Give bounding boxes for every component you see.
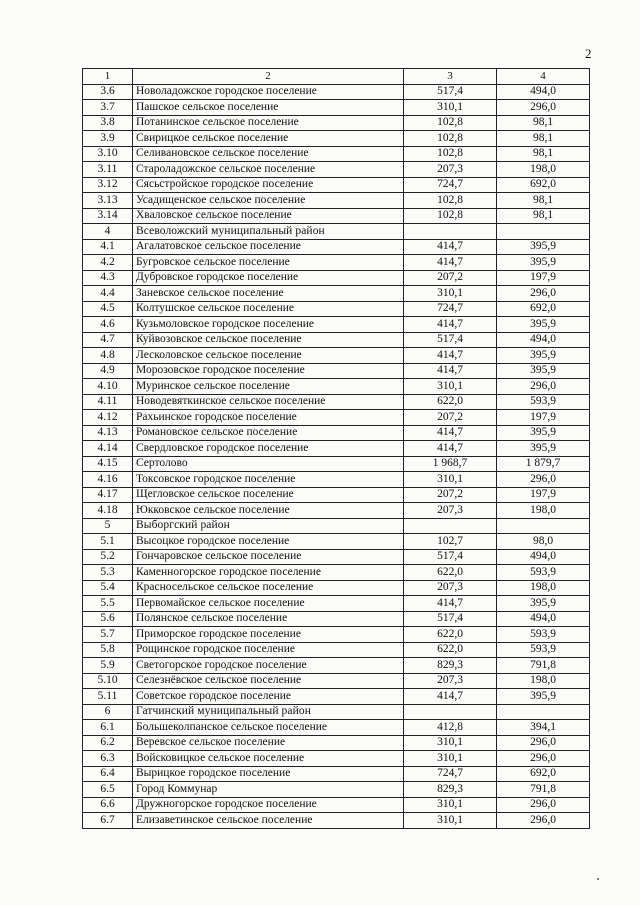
- table-row: [83, 193, 590, 209]
- value-col3-cell: 622,0: [404, 627, 497, 643]
- value-col4-cell: [497, 224, 590, 240]
- settlement-name-cell: Гончаровское сельское поселение: [133, 549, 404, 565]
- value-col3-cell: 102,8: [404, 115, 497, 131]
- row-number-cell: 5.10: [83, 673, 133, 689]
- value-col3-cell: 622,0: [404, 642, 497, 658]
- value-col3-cell: 310,1: [404, 813, 497, 829]
- value-col4-cell: 197,9: [497, 487, 590, 503]
- settlement-name-cell: Вырицкое городское поселение: [133, 766, 404, 782]
- value-col3-cell: 414,7: [404, 239, 497, 255]
- table-row: [83, 766, 590, 782]
- settlement-name-cell: Пашское сельское поселение: [133, 100, 404, 116]
- row-number-cell: 4.11: [83, 394, 133, 410]
- value-col3-cell: 207,3: [404, 673, 497, 689]
- settlement-name-cell: Усадищенское сельское поселение: [133, 193, 404, 209]
- value-col3-cell: 207,2: [404, 410, 497, 426]
- value-col4-cell: 593,9: [497, 642, 590, 658]
- value-col4-cell: 395,9: [497, 596, 590, 612]
- settlement-name-cell: Высоцкое городское поселение: [133, 534, 404, 550]
- row-number-cell: 3.9: [83, 131, 133, 147]
- row-number-cell: 6.5: [83, 782, 133, 798]
- value-col3-cell: 622,0: [404, 394, 497, 410]
- value-col4-cell: 198,0: [497, 162, 590, 178]
- value-col3-cell: 724,7: [404, 177, 497, 193]
- table-row: [83, 301, 590, 317]
- value-col4-cell: [497, 704, 590, 720]
- table-row: [83, 503, 590, 519]
- value-col3-cell: 102,8: [404, 146, 497, 162]
- row-number-cell: 4.8: [83, 348, 133, 364]
- table-row: [83, 84, 590, 100]
- value-col3-cell: 207,2: [404, 487, 497, 503]
- table-row: [83, 379, 590, 395]
- value-col3-cell: 310,1: [404, 472, 497, 488]
- table-row: [83, 332, 590, 348]
- table-row: [83, 239, 590, 255]
- value-col4-cell: 494,0: [497, 611, 590, 627]
- row-number-cell: 5: [83, 518, 133, 534]
- value-col4-cell: 296,0: [497, 751, 590, 767]
- row-number-cell: 4.17: [83, 487, 133, 503]
- settlement-name-cell: Дубровское городское поселение: [133, 270, 404, 286]
- table-body: [83, 69, 590, 829]
- value-col4-cell: 296,0: [497, 472, 590, 488]
- value-col4-cell: 593,9: [497, 565, 590, 581]
- value-col3-cell: 102,8: [404, 131, 497, 147]
- value-col3-cell: 1 968,7: [404, 456, 497, 472]
- value-col4-cell: 198,0: [497, 503, 590, 519]
- value-col3-cell: 102,8: [404, 208, 497, 224]
- table-row: [83, 689, 590, 705]
- settlement-name-cell: Заневское сельское поселение: [133, 286, 404, 302]
- value-col3-cell: 310,1: [404, 286, 497, 302]
- settlement-name-cell: Гатчинский муниципальный район: [133, 704, 404, 720]
- table-row: [83, 270, 590, 286]
- header-cell-1: 1: [83, 69, 133, 85]
- table-row: [83, 162, 590, 178]
- settlement-name-cell: Потанинское сельское поселение: [133, 115, 404, 131]
- value-col3-cell: [404, 518, 497, 534]
- value-col3-cell: 414,7: [404, 348, 497, 364]
- row-number-cell: 5.9: [83, 658, 133, 674]
- table-row: [83, 100, 590, 116]
- settlement-name-cell: Новодевяткинское сельское поселение: [133, 394, 404, 410]
- row-number-cell: 4.14: [83, 441, 133, 457]
- row-number-cell: 4.1: [83, 239, 133, 255]
- settlement-name-cell: Большеколпанское сельское поселение: [133, 720, 404, 736]
- table-row: [83, 782, 590, 798]
- settlement-name-cell: Дружногорское городское поселение: [133, 797, 404, 813]
- settlement-name-cell: Елизаветинское сельское поселение: [133, 813, 404, 829]
- row-number-cell: 6.3: [83, 751, 133, 767]
- row-number-cell: 6: [83, 704, 133, 720]
- value-col3-cell: 414,7: [404, 441, 497, 457]
- value-col3-cell: 517,4: [404, 549, 497, 565]
- value-col3-cell: 414,7: [404, 596, 497, 612]
- value-col3-cell: 207,3: [404, 503, 497, 519]
- settlement-name-cell: Новоладожское городское поселение: [133, 84, 404, 100]
- value-col4-cell: 296,0: [497, 797, 590, 813]
- table-row: [83, 720, 590, 736]
- value-col4-cell: 98,0: [497, 534, 590, 550]
- row-number-cell: 4.3: [83, 270, 133, 286]
- value-col3-cell: 310,1: [404, 797, 497, 813]
- row-number-cell: 3.8: [83, 115, 133, 131]
- settlement-name-cell: Селивановское сельское поселение: [133, 146, 404, 162]
- settlement-name-cell: Каменногорское городское поселение: [133, 565, 404, 581]
- row-number-cell: 5.4: [83, 580, 133, 596]
- settlement-name-cell: Город Коммунар: [133, 782, 404, 798]
- row-number-cell: 5.1: [83, 534, 133, 550]
- table-header-row: [83, 69, 590, 85]
- value-col3-cell: 414,7: [404, 363, 497, 379]
- settlement-name-cell: Хваловское сельское поселение: [133, 208, 404, 224]
- settlement-name-cell: Юкковское сельское поселение: [133, 503, 404, 519]
- table-row: [83, 255, 590, 271]
- value-col4-cell: 98,1: [497, 208, 590, 224]
- value-col4-cell: 395,9: [497, 317, 590, 333]
- row-number-cell: 4.2: [83, 255, 133, 271]
- table-section-row: [83, 704, 590, 720]
- value-col4-cell: 692,0: [497, 301, 590, 317]
- row-number-cell: 5.3: [83, 565, 133, 581]
- value-col3-cell: 414,7: [404, 425, 497, 441]
- table-row: [83, 813, 590, 829]
- header-cell-4: 4: [497, 69, 590, 85]
- table-section-row: [83, 518, 590, 534]
- table-row: [83, 208, 590, 224]
- row-number-cell: 4.18: [83, 503, 133, 519]
- value-col4-cell: 198,0: [497, 580, 590, 596]
- row-number-cell: 3.13: [83, 193, 133, 209]
- value-col3-cell: 102,7: [404, 534, 497, 550]
- value-col4-cell: 197,9: [497, 410, 590, 426]
- value-col3-cell: 310,1: [404, 735, 497, 751]
- row-number-cell: 3.12: [83, 177, 133, 193]
- settlement-name-cell: Морозовское городское поселение: [133, 363, 404, 379]
- row-number-cell: 3.11: [83, 162, 133, 178]
- settlement-name-cell: Кузьмоловское городское поселение: [133, 317, 404, 333]
- value-col4-cell: 197,9: [497, 270, 590, 286]
- row-number-cell: 4.9: [83, 363, 133, 379]
- table-row: [83, 441, 590, 457]
- row-number-cell: 4.13: [83, 425, 133, 441]
- settlement-name-cell: Токсовское городское поселение: [133, 472, 404, 488]
- settlement-name-cell: Всеволожский муниципальный район: [133, 224, 404, 240]
- settlement-name-cell: Приморское городское поселение: [133, 627, 404, 643]
- settlement-name-cell: Советское городское поселение: [133, 689, 404, 705]
- table-row: [83, 797, 590, 813]
- settlement-name-cell: Муринское сельское поселение: [133, 379, 404, 395]
- settlement-name-cell: Колтушское сельское поселение: [133, 301, 404, 317]
- table-row: [83, 751, 590, 767]
- value-col4-cell: 198,0: [497, 673, 590, 689]
- value-col3-cell: 310,1: [404, 100, 497, 116]
- table-row: [83, 410, 590, 426]
- value-col3-cell: 207,3: [404, 162, 497, 178]
- table-row: [83, 627, 590, 643]
- value-col3-cell: 412,8: [404, 720, 497, 736]
- value-col4-cell: 98,1: [497, 146, 590, 162]
- row-number-cell: 3.7: [83, 100, 133, 116]
- settlement-name-cell: Лесколовское сельское поселение: [133, 348, 404, 364]
- value-col4-cell: 98,1: [497, 193, 590, 209]
- row-number-cell: 3.6: [83, 84, 133, 100]
- table-row: [83, 348, 590, 364]
- table-row: [83, 363, 590, 379]
- row-number-cell: 5.7: [83, 627, 133, 643]
- value-col4-cell: 494,0: [497, 84, 590, 100]
- settlement-name-cell: Рахьинское городское поселение: [133, 410, 404, 426]
- table-row: [83, 534, 590, 550]
- value-col3-cell: 517,4: [404, 332, 497, 348]
- table-row: [83, 472, 590, 488]
- value-col3-cell: 829,3: [404, 782, 497, 798]
- row-number-cell: 4.16: [83, 472, 133, 488]
- row-number-cell: 5.6: [83, 611, 133, 627]
- table-row: [83, 115, 590, 131]
- settlement-name-cell: Первомайское сельское поселение: [133, 596, 404, 612]
- row-number-cell: 3.10: [83, 146, 133, 162]
- table-row: [83, 611, 590, 627]
- settlement-name-cell: Свердловское городское поселение: [133, 441, 404, 457]
- value-col3-cell: 414,7: [404, 255, 497, 271]
- row-number-cell: 6.2: [83, 735, 133, 751]
- row-number-cell: 3.14: [83, 208, 133, 224]
- settlement-name-cell: Бугровское сельское поселение: [133, 255, 404, 271]
- row-number-cell: 4.15: [83, 456, 133, 472]
- value-col3-cell: 310,1: [404, 751, 497, 767]
- value-col4-cell: 593,9: [497, 394, 590, 410]
- row-number-cell: 6.6: [83, 797, 133, 813]
- row-number-cell: 4.5: [83, 301, 133, 317]
- settlement-name-cell: Щегловское сельское поселение: [133, 487, 404, 503]
- value-col4-cell: 395,9: [497, 425, 590, 441]
- row-number-cell: 4.7: [83, 332, 133, 348]
- value-col4-cell: 296,0: [497, 813, 590, 829]
- value-col4-cell: 296,0: [497, 100, 590, 116]
- settlement-name-cell: Красносельское сельское поселение: [133, 580, 404, 596]
- row-number-cell: 5.2: [83, 549, 133, 565]
- value-col3-cell: 724,7: [404, 301, 497, 317]
- table-row: [83, 596, 590, 612]
- value-col3-cell: 207,2: [404, 270, 497, 286]
- value-col3-cell: 724,7: [404, 766, 497, 782]
- value-col4-cell: 494,0: [497, 549, 590, 565]
- settlement-name-cell: Полянское сельское поселение: [133, 611, 404, 627]
- table-row: [83, 317, 590, 333]
- value-col4-cell: 593,9: [497, 627, 590, 643]
- settlements-table: [82, 68, 590, 829]
- table-row: [83, 658, 590, 674]
- value-col3-cell: 310,1: [404, 379, 497, 395]
- row-number-cell: 4: [83, 224, 133, 240]
- table-row: [83, 146, 590, 162]
- value-col3-cell: 207,3: [404, 580, 497, 596]
- settlement-name-cell: Сясьстройское городское поселение: [133, 177, 404, 193]
- value-col4-cell: 791,8: [497, 658, 590, 674]
- row-number-cell: 5.5: [83, 596, 133, 612]
- table-row: [83, 735, 590, 751]
- table-row: [83, 549, 590, 565]
- settlement-name-cell: Селезнёвское сельское поселение: [133, 673, 404, 689]
- table-row: [83, 177, 590, 193]
- value-col4-cell: 296,0: [497, 379, 590, 395]
- table-row: [83, 425, 590, 441]
- value-col4-cell: 296,0: [497, 286, 590, 302]
- value-col4-cell: 395,9: [497, 255, 590, 271]
- settlement-name-cell: Сертолово: [133, 456, 404, 472]
- table-section-row: [83, 224, 590, 240]
- row-number-cell: 5.8: [83, 642, 133, 658]
- settlement-name-cell: Романовское сельское поселение: [133, 425, 404, 441]
- table-row: [83, 673, 590, 689]
- value-col3-cell: [404, 704, 497, 720]
- value-col4-cell: 98,1: [497, 131, 590, 147]
- row-number-cell: 6.4: [83, 766, 133, 782]
- value-col3-cell: 517,4: [404, 84, 497, 100]
- value-col4-cell: 296,0: [497, 735, 590, 751]
- value-col4-cell: 494,0: [497, 332, 590, 348]
- value-col3-cell: 622,0: [404, 565, 497, 581]
- row-number-cell: 4.12: [83, 410, 133, 426]
- settlement-name-cell: Свирицкое сельское поселение: [133, 131, 404, 147]
- table-row: [83, 131, 590, 147]
- settlement-name-cell: Староладожское сельское поселение: [133, 162, 404, 178]
- value-col4-cell: [497, 518, 590, 534]
- settlement-name-cell: Куйвозовское сельское поселение: [133, 332, 404, 348]
- row-number-cell: 6.1: [83, 720, 133, 736]
- row-number-cell: 6.7: [83, 813, 133, 829]
- value-col3-cell: 829,3: [404, 658, 497, 674]
- row-number-cell: 4.10: [83, 379, 133, 395]
- table-row: [83, 286, 590, 302]
- value-col4-cell: 395,9: [497, 239, 590, 255]
- settlement-name-cell: Агалатовское сельское поселение: [133, 239, 404, 255]
- value-col4-cell: 395,9: [497, 689, 590, 705]
- settlement-name-cell: Светогорское городское поселение: [133, 658, 404, 674]
- value-col3-cell: 517,4: [404, 611, 497, 627]
- page-number: 2: [585, 46, 592, 61]
- settlement-name-cell: Войсковицкое сельское поселение: [133, 751, 404, 767]
- table-row: [83, 487, 590, 503]
- value-col4-cell: 98,1: [497, 115, 590, 131]
- row-number-cell: 4.6: [83, 317, 133, 333]
- table-row: [83, 642, 590, 658]
- value-col4-cell: 791,8: [497, 782, 590, 798]
- settlement-name-cell: Рощинское городское поселение: [133, 642, 404, 658]
- table-row: [83, 394, 590, 410]
- scan-speck: [597, 878, 599, 880]
- row-number-cell: 4.4: [83, 286, 133, 302]
- settlement-name-cell: Выборгский район: [133, 518, 404, 534]
- header-cell-3: 3: [404, 69, 497, 85]
- value-col4-cell: 1 879,7: [497, 456, 590, 472]
- value-col4-cell: 692,0: [497, 177, 590, 193]
- value-col4-cell: 395,9: [497, 441, 590, 457]
- table-row: [83, 580, 590, 596]
- settlement-name-cell: Веревское сельское поселение: [133, 735, 404, 751]
- table-row: [83, 456, 590, 472]
- value-col4-cell: 394,1: [497, 720, 590, 736]
- value-col4-cell: 395,9: [497, 348, 590, 364]
- value-col4-cell: 395,9: [497, 363, 590, 379]
- value-col3-cell: [404, 224, 497, 240]
- value-col4-cell: 692,0: [497, 766, 590, 782]
- value-col3-cell: 414,7: [404, 689, 497, 705]
- value-col3-cell: 414,7: [404, 317, 497, 333]
- table-row: [83, 565, 590, 581]
- row-number-cell: 5.11: [83, 689, 133, 705]
- header-cell-2: 2: [133, 69, 404, 85]
- value-col3-cell: 102,8: [404, 193, 497, 209]
